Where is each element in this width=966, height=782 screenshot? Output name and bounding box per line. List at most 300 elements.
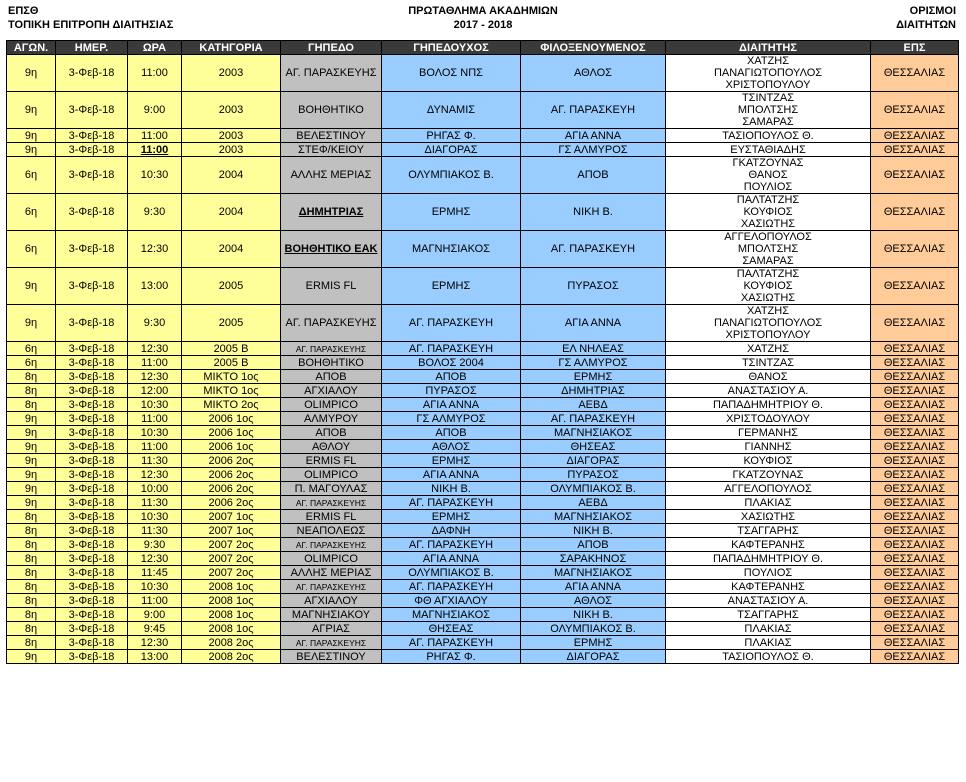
cell-category: 2006 1ος [182,412,281,426]
cell-time [128,524,182,538]
time-value: 11:00 [141,594,168,607]
cell-eps: ΘΕΣΣΑΛΙΑΣ [871,622,959,636]
cell-referee [666,356,871,370]
time-value: 11:00 [141,67,168,79]
cell-date: 3-Φεβ-18 [56,129,128,143]
venue-value: ΑΘΛΟΥ [311,440,351,453]
cell-time [128,305,182,342]
cell-referee [666,412,871,426]
referee-name: ΚΑΦΤΕΡΑΝΗΣ [731,538,805,551]
cell-date: 3-Φεβ-18 [56,342,128,356]
time-value: 10:00 [140,482,169,495]
cell-date: 3-Φεβ-18 [56,305,128,342]
cell-referee [666,384,871,398]
cell-eps: ΘΕΣΣΑΛΙΑΣ [871,426,959,440]
col-header-home: ΓΗΠΕΔΟΥΧΟΣ [382,41,521,55]
cell-time [128,157,182,194]
table-row [7,622,959,636]
time-value: 10:30 [140,169,169,181]
cell-referee [666,55,871,92]
cell-time [128,342,182,356]
cell-eps: ΘΕΣΣΑΛΙΑΣ [871,580,959,594]
table-row [7,412,959,426]
cell-eps: ΘΕΣΣΑΛΙΑΣ [871,608,959,622]
schedule-table [6,40,959,664]
cell-date: 3-Φεβ-18 [56,608,128,622]
cell-category: 2003 [182,55,281,92]
cell-round: 8η [7,566,56,580]
cell-category: 2007 1ος [182,510,281,524]
cell-round: 6η [7,194,56,231]
referee-name: ΜΠΟΛΤΣΗΣ [737,243,799,255]
cell-referee [666,594,871,608]
cell-referee [666,92,871,129]
cell-away: ΜΑΓΝΗΣΙΑΚΟΣ [521,510,666,524]
cell-round: 9η [7,454,56,468]
cell-time [128,510,182,524]
referee-name: ΘΑΝΟΣ [748,169,788,181]
cell-referee [666,129,871,143]
venue-value: ΑΓ. ΠΑΡΑΣΚΕΥΗΣ [285,67,377,79]
cell-round: 9η [7,129,56,143]
cell-round: 8η [7,636,56,650]
referee-name: ΠΛΑΚΙΑΣ [744,622,792,635]
referee-name: ΧΑΤΖΗΣ [746,55,790,67]
cell-eps: ΘΕΣΣΑΛΙΑΣ [871,268,959,305]
cell-round: 8η [7,510,56,524]
cell-category: 2008 1ος [182,608,281,622]
cell-time [128,482,182,496]
cell-eps: ΘΕΣΣΑΛΙΑΣ [871,524,959,538]
cell-date: 3-Φεβ-18 [56,594,128,608]
cell-round: 6η [7,342,56,356]
cell-category: 2006 2ος [182,482,281,496]
cell-category: 2006 1ος [182,440,281,454]
cell-away: ΔΙΑΓΟΡΑΣ [521,454,666,468]
cell-home: ΔΙΑΓΟΡΑΣ [382,143,521,157]
cell-date: 3-Φεβ-18 [56,510,128,524]
cell-time [128,92,182,129]
venue-value: ΒΕΛΕΣΤΙΝΟΥ [296,650,366,663]
cell-venue [281,454,382,468]
table-row [7,650,959,664]
cell-time [128,398,182,412]
venue-value: ΑΓ. ΠΑΡΑΣΚΕΥΗΣ [295,343,367,354]
cell-time [128,370,182,384]
referee-name: ΓΚΑΤΖΟΥΝΑΣ [732,157,804,169]
cell-date: 3-Φεβ-18 [56,636,128,650]
time-value: 11:00 [141,440,168,453]
cell-away: ΓΣ ΑΛΜΥΡΟΣ [521,143,666,157]
cell-home: ΡΗΓΑΣ Φ. [382,650,521,664]
referee-name: ΑΝΑΣΤΑΣΙΟΥ Α. [727,384,809,397]
cell-venue [281,538,382,552]
cell-venue [281,608,382,622]
cell-home: ΑΓ. ΠΑΡΑΣΚΕΥΗ [382,636,521,650]
cell-home: ΑΘΛΟΣ [382,440,521,454]
cell-away: ΑΓ. ΠΑΡΑΣΚΕΥΗ [521,412,666,426]
venue-value: ΑΓ. ΠΑΡΑΣΚΕΥΗΣ [295,497,367,508]
cell-category: ΜΙΚΤΟ 1ος [182,384,281,398]
cell-venue [281,580,382,594]
cell-venue [281,356,382,370]
table-row [7,454,959,468]
time-value: 12:30 [140,370,169,383]
cell-venue [281,194,382,231]
cell-category: 2005 Β [182,342,281,356]
cell-referee [666,342,871,356]
referee-name: ΚΟΥΦΙΟΣ [743,206,793,218]
time-value: 11:30 [141,524,168,537]
cell-time [128,650,182,664]
cell-venue [281,92,382,129]
cell-referee [666,566,871,580]
cell-time [128,538,182,552]
cell-venue [281,524,382,538]
committee-name: ΤΟΠΙΚΗ ΕΠΙΤΡΟΠΗ ΔΙΑΙΤΗΣΙΑΣ [8,19,174,31]
referee-name: ΠΑΠΑΔΗΜΗΤΡΙΟΥ Θ. [712,398,824,411]
cell-round: 9η [7,482,56,496]
cell-away: ΝΙΚΗ Β. [521,524,666,538]
cell-round: 8η [7,384,56,398]
cell-round: 9η [7,55,56,92]
referee-name: ΤΣΑΓΓΑΡΗΣ [737,524,799,537]
time-value: 12:00 [140,384,169,397]
document-type-line2: ΔΙΑΙΤΗΤΩΝ [896,19,956,31]
cell-home: ΑΠΟΒ [382,370,521,384]
time-value: 11:00 [141,356,168,369]
cell-date: 3-Φεβ-18 [56,454,128,468]
header-right [896,4,956,32]
cell-date: 3-Φεβ-18 [56,370,128,384]
cell-referee [666,426,871,440]
table-row [7,143,959,157]
cell-venue [281,622,382,636]
time-value: 10:30 [140,510,169,523]
cell-venue [281,384,382,398]
cell-referee [666,268,871,305]
table-row [7,482,959,496]
venue-value: ΑΠΟΒ [315,370,347,383]
cell-referee [666,468,871,482]
table-row [7,538,959,552]
cell-away: ΘΗΣΕΑΣ [521,440,666,454]
cell-venue [281,129,382,143]
venue-value: ΑΓ. ΠΑΡΑΣΚΕΥΗΣ [285,317,377,329]
cell-time [128,608,182,622]
cell-eps: ΘΕΣΣΑΛΙΑΣ [871,468,959,482]
cell-time [128,580,182,594]
venue-value: OLIMPICO [304,468,358,481]
cell-time [128,594,182,608]
cell-round: 9η [7,440,56,454]
cell-referee [666,305,871,342]
cell-date: 3-Φεβ-18 [56,412,128,426]
table-row [7,157,959,194]
cell-referee [666,194,871,231]
cell-category: 2007 2ος [182,552,281,566]
referee-name: ΧΑΣΙΩΤΗΣ [740,292,796,304]
col-header-category: ΚΑΤΗΓΟΡΙΑ [182,41,281,55]
referee-name: ΤΑΣΙΟΠΟΥΛΟΣ Θ. [722,129,814,142]
cell-eps: ΘΕΣΣΑΛΙΑΣ [871,356,959,370]
cell-away: ΕΛ ΝΗΛΕΑΣ [521,342,666,356]
cell-category: 2005 [182,268,281,305]
cell-away: ΝΙΚΗ Β. [521,194,666,231]
cell-category: 2006 2ος [182,454,281,468]
cell-away: ΑΓΙΑ ΑΝΝΑ [521,129,666,143]
cell-category: 2008 1ος [182,594,281,608]
cell-eps: ΘΕΣΣΑΛΙΑΣ [871,636,959,650]
cell-round: 8η [7,552,56,566]
cell-round: 9η [7,143,56,157]
time-value: 11:30 [141,496,168,509]
cell-round: 8η [7,538,56,552]
venue-value: OLIMPICO [304,552,358,565]
cell-eps: ΘΕΣΣΑΛΙΑΣ [871,342,959,356]
cell-eps: ΘΕΣΣΑΛΙΑΣ [871,594,959,608]
cell-away: ΟΛΥΜΠΙΑΚΟΣ Β. [521,622,666,636]
cell-referee [666,636,871,650]
cell-home: ΟΛΥΜΠΙΑΚΟΣ Β. [382,566,521,580]
cell-round: 6η [7,356,56,370]
venue-value: ΒΟΗΘΗΤΙΚΟ [298,356,364,369]
cell-referee [666,496,871,510]
cell-round: 8η [7,524,56,538]
venue-value: ΒΟΗΘΗΤΙΚΟ [298,104,364,116]
venue-value: ΝΕΑΠΟΛΕΩΣ [296,524,366,537]
venue-value: ERMIS FL [305,454,357,467]
cell-away: ΜΑΓΝΗΣΙΑΚΟΣ [521,426,666,440]
cell-venue [281,398,382,412]
cell-home: ΦΘ ΑΓΧΙΑΛΟΥ [382,594,521,608]
table-row [7,342,959,356]
venue-value: ΑΓΡΙΑΣ [312,622,350,635]
cell-eps: ΘΕΣΣΑΛΙΑΣ [871,143,959,157]
col-header-away: ΦΙΛΟΞΕΝΟΥΜΕΝΟΣ [521,41,666,55]
cell-home: ΡΗΓΑΣ Φ. [382,129,521,143]
cell-referee [666,510,871,524]
referee-name: ΣΑΜΑΡΑΣ [742,255,794,267]
referee-name: ΜΠΟΛΤΣΗΣ [737,104,799,116]
cell-referee [666,143,871,157]
cell-home: ΜΑΓΝΗΣΙΑΚΟΣ [382,231,521,268]
cell-home: ΑΓ. ΠΑΡΑΣΚΕΥΗ [382,538,521,552]
cell-home: ΕΡΜΗΣ [382,268,521,305]
cell-round: 8η [7,608,56,622]
cell-venue [281,143,382,157]
venue-value: ΜΑΓΝΗΣΙΑΚΟΥ [291,608,371,621]
cell-eps: ΘΕΣΣΑΛΙΑΣ [871,157,959,194]
referee-name: ΤΣΙΝΤΖΑΣ [741,356,795,369]
table-row [7,496,959,510]
cell-round: 8η [7,594,56,608]
cell-category: 2006 2ος [182,496,281,510]
table-row [7,468,959,482]
referee-name: ΑΓΓΕΛΟΠΟΥΛΟΣ [724,482,812,495]
cell-date: 3-Φεβ-18 [56,55,128,92]
cell-date: 3-Φεβ-18 [56,143,128,157]
cell-venue [281,482,382,496]
cell-home: ΑΓΙΑ ΑΝΝΑ [382,398,521,412]
cell-away: ΝΙΚΗ Β. [521,608,666,622]
venue-value: ERMIS FL [305,280,357,292]
venue-value: ΒΕΛΕΣΤΙΝΟΥ [296,129,366,142]
cell-away: ΠΥΡΑΣΟΣ [521,268,666,305]
venue-value: ΑΓ. ΠΑΡΑΣΚΕΥΗΣ [295,637,367,648]
cell-venue [281,496,382,510]
cell-category: 2008 1ος [182,580,281,594]
cell-time [128,412,182,426]
cell-venue [281,412,382,426]
referee-name: ΧΑΣΙΩΤΗΣ [740,218,796,230]
time-value: 12:30 [140,636,169,649]
time-value: 13:00 [140,650,169,663]
time-value: 10:30 [140,426,169,439]
cell-home: ΠΥΡΑΣΟΣ [382,384,521,398]
cell-away: ΑΠΟΒ [521,157,666,194]
table-header-row [7,41,959,55]
venue-value: ΑΛΛΗΣ ΜΕΡΙΑΣ [290,169,372,181]
cell-time [128,268,182,305]
cell-away: ΔΙΑΓΟΡΑΣ [521,650,666,664]
table-row [7,552,959,566]
cell-home: ΕΡΜΗΣ [382,510,521,524]
col-header-date: ΗΜΕΡ. [56,41,128,55]
table-row [7,566,959,580]
cell-time [128,129,182,143]
referee-name: ΠΑΠΑΔΗΜΗΤΡΙΟΥ Θ. [712,552,824,565]
cell-away: ΑΓ. ΠΑΡΑΣΚΕΥΗ [521,231,666,268]
referee-name: ΧΡΙΣΤΟΠΟΥΛΟΥ [725,329,811,341]
cell-time [128,566,182,580]
table-row [7,194,959,231]
time-value: 11:00 [141,129,168,142]
cell-referee [666,370,871,384]
venue-value: ΑΓΧΙΑΛΟΥ [304,384,358,397]
cell-round: 9η [7,92,56,129]
cell-date: 3-Φεβ-18 [56,482,128,496]
venue-value: ΑΓ. ΠΑΡΑΣΚΕΥΗΣ [295,581,367,592]
table-row [7,55,959,92]
cell-away: ΣΑΡΑΚΗΝΟΣ [521,552,666,566]
cell-home: ΑΠΟΒ [382,426,521,440]
cell-date: 3-Φεβ-18 [56,580,128,594]
referee-name: ΧΑΤΖΗΣ [746,305,790,317]
cell-category: 2008 1ος [182,622,281,636]
cell-category: 2007 1ος [182,524,281,538]
cell-category: ΜΙΚΤΟ 2ος [182,398,281,412]
cell-away: ΓΣ ΑΛΜΥΡΟΣ [521,356,666,370]
cell-round: 9η [7,496,56,510]
cell-time [128,55,182,92]
cell-round: 9η [7,268,56,305]
cell-home: ΘΗΣΕΑΣ [382,622,521,636]
referee-name: ΧΡΙΣΤΟΔΟΥΛΟΥ [726,412,810,425]
cell-referee [666,622,871,636]
cell-away: ΑΓ. ΠΑΡΑΣΚΕΥΗ [521,92,666,129]
cell-time [128,231,182,268]
cell-category: 2003 [182,92,281,129]
cell-round: 9η [7,650,56,664]
time-value: 11:00 [141,412,168,425]
cell-away: ΑΠΟΒ [521,538,666,552]
referee-name: ΠΟΥΛΙΟΣ [743,566,793,579]
cell-home: ΑΓ. ΠΑΡΑΣΚΕΥΗ [382,305,521,342]
season: 2017 - 2018 [453,19,513,31]
cell-eps: ΘΕΣΣΑΛΙΑΣ [871,440,959,454]
cell-round: 8η [7,580,56,594]
venue-value: OLIMPICO [304,398,358,411]
referee-name: ΠΛΑΚΙΑΣ [744,636,792,649]
time-value: 9:45 [143,622,166,635]
cell-date: 3-Φεβ-18 [56,622,128,636]
time-value: 11:30 [141,454,168,467]
cell-venue [281,55,382,92]
time-value: 12:30 [140,552,169,565]
table-row [7,594,959,608]
cell-date: 3-Φεβ-18 [56,426,128,440]
table-row [7,129,959,143]
time-value: 9:30 [143,538,166,551]
cell-category: 2007 2ος [182,566,281,580]
time-value: 9:00 [143,104,166,116]
cell-venue [281,566,382,580]
cell-venue [281,552,382,566]
cell-round: 6η [7,157,56,194]
referee-name: ΠΑΝΑΓΙΩΤΟΠΟΥΛΟΣ [713,67,823,79]
table-row [7,398,959,412]
cell-category: 2008 2ος [182,650,281,664]
col-header-eps: ΕΠΣ [871,41,959,55]
cell-home: ΔΥΝΑΜΙΣ [382,92,521,129]
cell-date: 3-Φεβ-18 [56,194,128,231]
cell-date: 3-Φεβ-18 [56,384,128,398]
venue-value: ΒΟΗΘΗΤΙΚΟ ΕΑΚ [284,243,378,255]
cell-date: 3-Φεβ-18 [56,468,128,482]
cell-home: ΝΙΚΗ Β. [382,482,521,496]
table-row [7,384,959,398]
federation-name: ΕΠΣΘ [8,5,39,17]
table-row [7,305,959,342]
table-row [7,510,959,524]
cell-home: ΑΓ. ΠΑΡΑΣΚΕΥΗ [382,580,521,594]
referee-name: ΧΑΣΙΩΤΗΣ [740,510,796,523]
cell-round: 9η [7,468,56,482]
cell-date: 3-Φεβ-18 [56,650,128,664]
cell-category: 2007 2ος [182,538,281,552]
cell-venue [281,305,382,342]
time-value: 12:30 [140,342,169,355]
cell-date: 3-Φεβ-18 [56,157,128,194]
cell-home: ΔΑΦΝΗ [382,524,521,538]
referee-name: ΠΑΛΤΑΤΖΗΣ [736,194,800,206]
document-type-line1: ΟΡΙΣΜΟΙ [909,5,956,17]
cell-eps: ΘΕΣΣΑΛΙΑΣ [871,384,959,398]
table-row [7,356,959,370]
venue-value: ΣΤΕΦ/ΚΕΙΟΥ [298,143,364,156]
cell-date: 3-Φεβ-18 [56,398,128,412]
cell-category: 2008 2ος [182,636,281,650]
col-header-venue: ΓΗΠΕΔΟ [281,41,382,55]
cell-venue [281,370,382,384]
cell-venue [281,268,382,305]
cell-home: ΕΡΜΗΣ [382,194,521,231]
cell-referee [666,580,871,594]
cell-venue [281,157,382,194]
cell-time [128,468,182,482]
cell-venue [281,231,382,268]
